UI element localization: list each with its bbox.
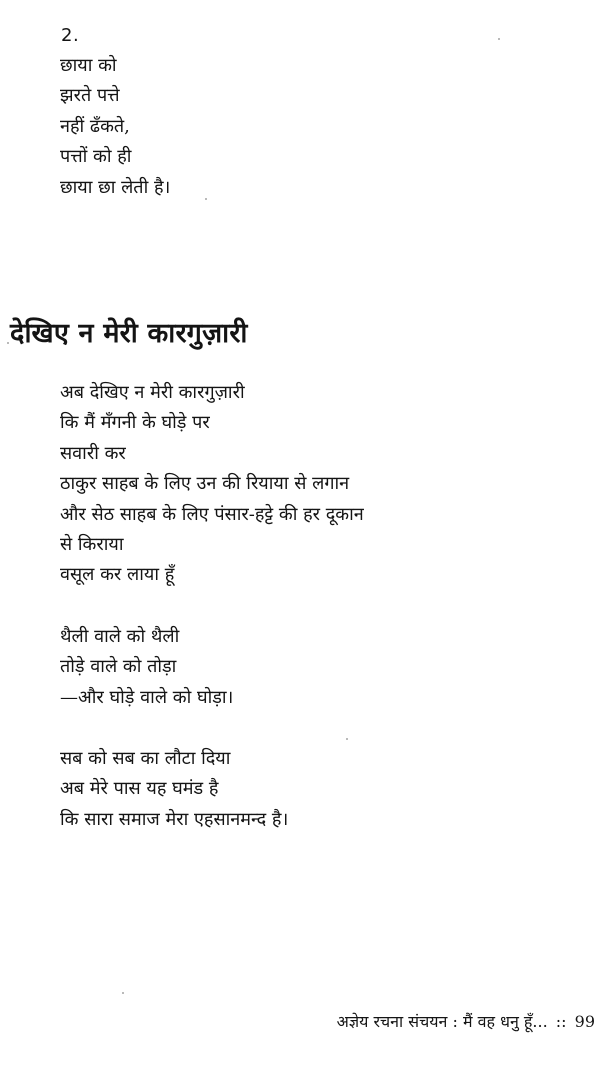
poem-line: थैली वाले को थैली — [60, 625, 180, 647]
poem-line: तोड़े वाले को तोड़ा — [60, 656, 177, 678]
poem-line: छाया छा लेती है। — [60, 176, 171, 198]
poem-line: अब मेरे पास यह घमंड है — [60, 778, 219, 800]
footer-separator: :: — [555, 1012, 567, 1031]
scan-speck — [122, 992, 124, 994]
page-footer — [308, 1010, 595, 1034]
poem-line: से किराया — [60, 534, 124, 556]
scan-speck — [498, 38, 500, 40]
poem-line: वसूल कर लाया हूँ — [60, 564, 175, 586]
poem-section-2 — [60, 23, 560, 203]
poem-line: छाया को — [60, 55, 117, 76]
stanza-2 — [60, 622, 580, 713]
page-number: 99 — [574, 1012, 595, 1031]
poem-line: —और घोड़े वाले को घोड़ा। — [60, 686, 234, 708]
poem-line: सवारी कर — [60, 442, 126, 464]
scan-speck — [346, 738, 348, 740]
poem-number: 2. — [61, 25, 80, 46]
poem-line: झरते पत्ते — [60, 85, 120, 107]
poem-line: अब देखिए न मेरी कारगुज़ारी — [60, 382, 245, 403]
scan-speck — [7, 342, 9, 344]
poem-line: ठाकुर साहब के लिए उन की रियाया से लगान — [60, 473, 350, 495]
poem-title: देखिए न मेरी कारगुज़ारी — [10, 318, 248, 350]
scan-speck — [205, 198, 207, 200]
poem-line: कि सारा समाज मेरा एहसानमन्द है। — [60, 808, 289, 830]
poem-line: सब को सब का लौटा दिया — [60, 748, 231, 770]
poem-line: नहीं ढँकते, — [60, 115, 130, 137]
poem-line: कि मैं मँगनी के घोड़े पर — [60, 412, 210, 434]
stanza-3 — [60, 744, 580, 835]
book-title: अज्ञेय रचना संचयन : मैं वह धनु हूँ... — [336, 1012, 548, 1031]
poem-line: और सेठ साहब के लिए पंसार-हट्टे की हर दूकान — [60, 503, 364, 525]
poem-section-kargujari — [60, 378, 580, 835]
stanza-1 — [60, 378, 580, 591]
poem-line: पत्तों को ही — [60, 146, 132, 168]
